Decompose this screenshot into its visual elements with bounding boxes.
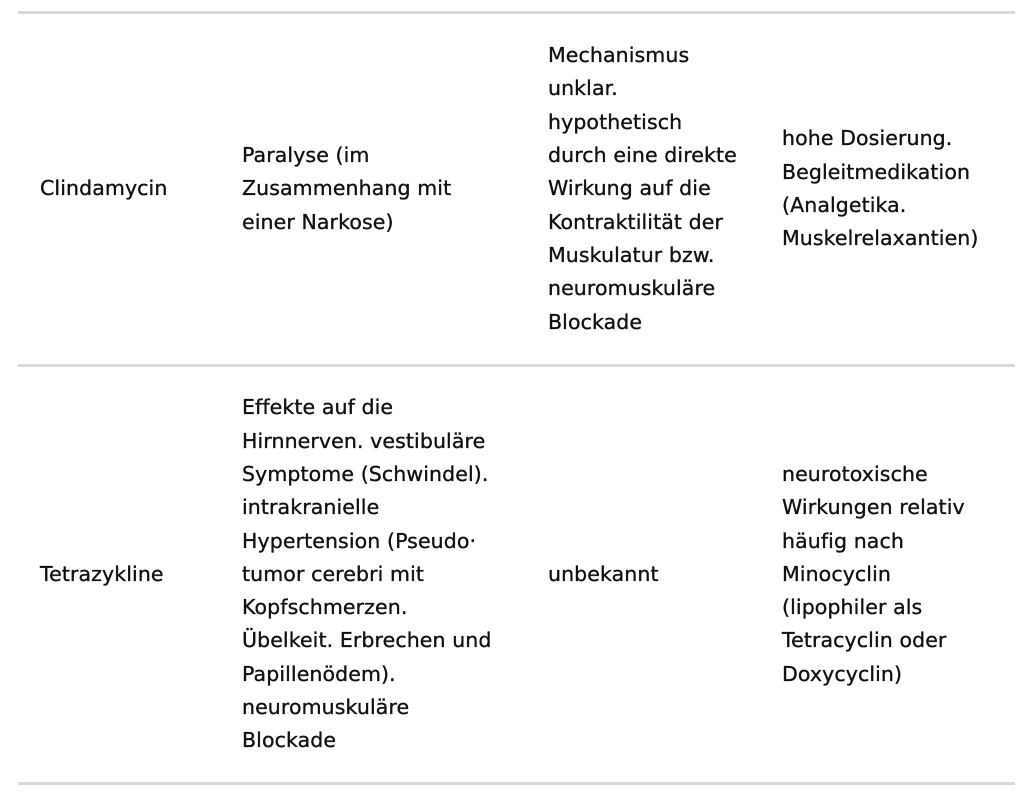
drug-name-cell: Clindamycin — [40, 176, 168, 201]
drug-name-cell: Tetrazykline — [40, 561, 164, 586]
mechanism-cell: unbekannt — [548, 561, 659, 586]
side-effect-cell: Effekte auf die Hirnnerven. vestibuläre Symptome (Schwindel). intrakranielle Hypertension (Pseudo· tumor cerebri mit Kopfschmerzen. Übelkeit. Erbrechen und Papillenödem). neuromuskuläre Blockade — [242, 395, 492, 753]
table-divider-bottom — [18, 782, 1015, 785]
table-row — [18, 14, 1015, 364]
risk-factors-cell: neurotoxische Wirkungen relativ häufig nach Minocyclin (lipophiler als Tetracyclin oder Doxycyclin) — [782, 461, 965, 686]
risk-factors-cell: hohe Dosierung. Begleitmedikation (Analgetika. Muskelrelaxantien) — [782, 126, 979, 251]
side-effect-cell: Paralyse (im Zusammenhang mit einer Narkose) — [242, 143, 452, 234]
table-row — [18, 367, 1015, 782]
drug-side-effects-table — [18, 11, 1015, 785]
mechanism-cell: Mechanismus unklar. hypothetisch durch eine direkte Wirkung auf die Kontraktilität der Muskulatur bzw. neuromuskuläre Blockade — [548, 43, 737, 334]
